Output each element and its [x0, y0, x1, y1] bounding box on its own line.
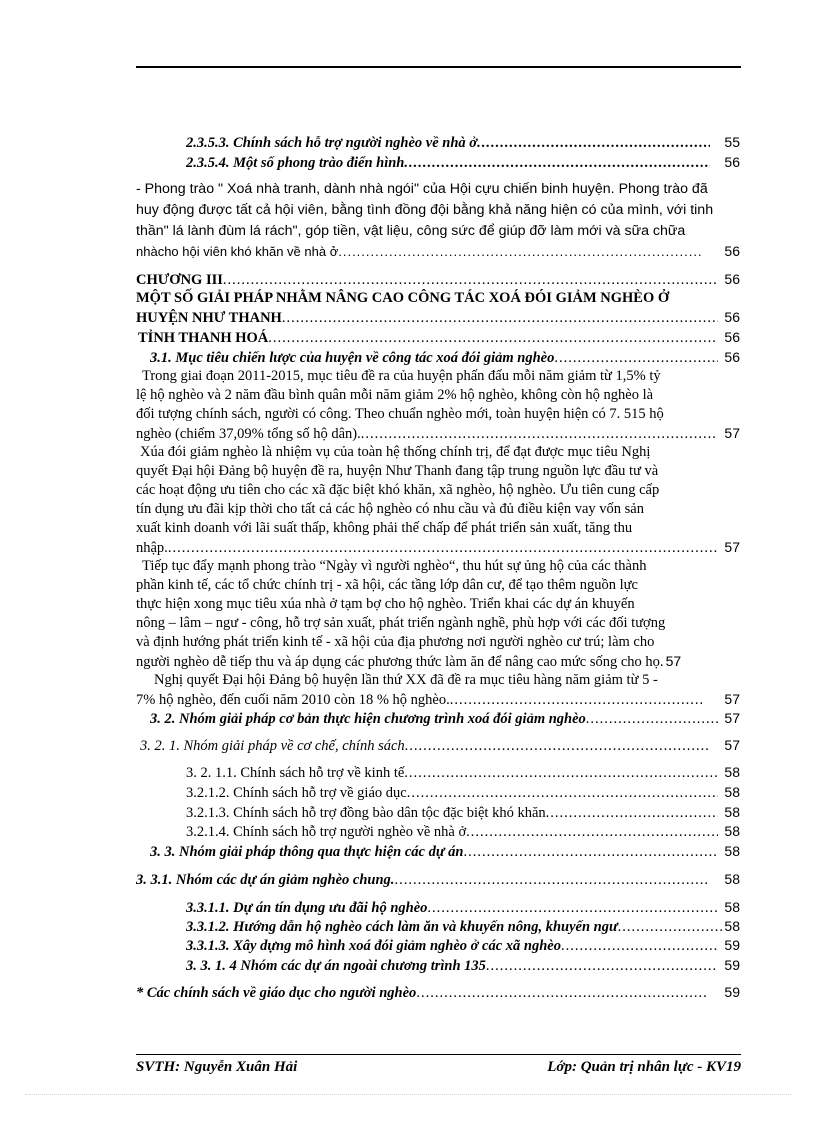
page-edge-dotted-line: [25, 1094, 791, 1095]
paragraph-line: thực hiện xong mục tiêu xúa nhà ở tạm bợ cho hộ nghèo. Triển khai các dự án khuyến: [136, 596, 635, 612]
toc-entry-title: 3. 3. Nhóm giải pháp thông qua thực hiện các dự án: [150, 844, 464, 860]
toc-page-number: 55: [724, 134, 740, 150]
toc-page-number: 58: [724, 899, 740, 915]
toc-entry[interactable]: [150, 349, 740, 367]
toc-entry-title: 3. 3.1. Nhóm các dự án giảm nghèo chung.: [136, 872, 395, 888]
toc-entry-title: 7% hộ nghèo, đến cuối năm 2010 còn 18 % hộ nghèo.: [136, 692, 450, 708]
footer-class: Lớp: Quản trị nhân lực - KV19: [547, 1059, 741, 1075]
toc-entry-title: 3.2.1.3. Chính sách hỗ trợ đồng bào dân tộc đặc biệt khó khăn: [186, 805, 546, 821]
toc-entry[interactable]: [136, 243, 740, 261]
leader-dots: [338, 244, 702, 259]
paragraph-line: các hoạt động ưu tiên cho các xã đặc biệt khó khăn, xã nghèo, hộ nghèo. Ưu tiên cung cấp: [136, 482, 660, 498]
toc-page-number: 56: [724, 271, 740, 287]
toc-page-number: 56: [724, 243, 740, 259]
toc-page-number: 58: [724, 764, 740, 780]
toc-entry[interactable]: [136, 309, 740, 327]
paragraph-line: và định hướng phát triển kinh tế - xã hội của địa phương nơi người nghèo cư trú; làm cho: [136, 634, 655, 650]
toc-page-number: 57: [724, 737, 740, 753]
paragraph-line: nông – lâm – ngư - công, hỗ trợ sản xuất, phát triển ngành nghề, phù hợp với các đối tượng: [136, 615, 666, 631]
toc-entry[interactable]: [186, 134, 740, 152]
toc-entry-title: nhàcho hội viên khó khăn về nhà ở: [136, 244, 339, 259]
toc-page-number: 58: [724, 918, 740, 934]
leader-dots: [546, 805, 719, 822]
toc-entry-title: 3.1. Mục tiêu chiến lược của huyện về công tác xoá đói giảm nghèo: [150, 350, 555, 366]
toc-entry[interactable]: [186, 764, 740, 782]
toc-entry[interactable]: [136, 691, 740, 709]
toc-entry-title: 3.2.1.2. Chính sách hỗ trợ về giáo dục: [186, 785, 407, 801]
toc-page-number: 57: [724, 539, 740, 555]
leader-dots: [561, 938, 718, 955]
paragraph-line: - Phong trào " Xoá nhà tranh, dành nhà ngói" của Hội cựu chiến binh huyện. Phong trào đã: [136, 181, 708, 197]
paragraph-line: phần kinh tế, các tổ chức chính trị - xã hội, các tầng lớp dân cư, để tạo thêm nguồn lực: [136, 577, 638, 593]
toc-entry[interactable]: [186, 823, 740, 841]
paragraph-line: Trong giai đoạn 2011-2015, mục tiêu đề ra của huyện phấn đấu mỗi năm giảm từ 1,5% tỷ: [142, 368, 661, 384]
toc-page-number: 57: [665, 653, 682, 669]
toc-page-number: 56: [724, 154, 740, 170]
paragraph-line: Tiếp tục đẩy mạnh phong trào “Ngày vì người nghèo“, thu hút sự ủng hộ của các thành: [142, 558, 647, 574]
paragraph-line: thần" lá lành đùm lá rách", góp tiền, vật liệu, công sức để giúp đỡ làm mới và sữa chữa: [136, 223, 686, 239]
paragraph-line: quyết Đại hội Đảng bộ huyện đề ra, huyện Như Thanh đang tập trung nguồn lực đầu tư và: [136, 463, 659, 479]
toc-entry[interactable]: [150, 710, 740, 728]
toc-entry-title: 3. 2. Nhóm giải pháp cơ bản thực hiện chương trình xoá đói giảm nghèo: [150, 711, 586, 727]
leader-dots: [586, 711, 719, 728]
toc-entry-title: nhập.: [136, 540, 168, 556]
paragraph-line: đối tượng chính sách, người có công. Theo chuẩn nghèo mới, toàn huyện hiện có 7. 515 hộ: [136, 406, 664, 422]
leader-dots: [463, 844, 718, 861]
leader-dots: [268, 330, 718, 347]
toc-entry[interactable]: [136, 425, 740, 443]
toc-entry-title: 3.2.1.4. Chính sách hỗ trợ người nghèo về nhà ở: [186, 824, 467, 840]
toc-entry-title: 3.3.1.2. Hướng dẫn hộ nghèo cách làm ăn và khuyến nông, khuyến ngư: [186, 919, 618, 935]
toc-page-number: 58: [724, 843, 740, 859]
toc-page-number: 56: [724, 309, 740, 325]
toc-entry-title: 3.3.1.1. Dự án tín dụng ưu đãi hộ nghèo: [186, 900, 428, 916]
toc-entry-title: 3. 2. 1. Nhóm giải pháp về cơ chế, chính sách: [140, 738, 405, 754]
leader-dots: [404, 155, 710, 172]
toc-entry[interactable]: [186, 918, 740, 936]
toc-page-number: 59: [724, 937, 740, 953]
header-rule: [136, 66, 741, 68]
toc-entry-title: nghèo (chiếm 37,09% tổng số hộ dân).: [136, 426, 361, 442]
paragraph-line: lệ hộ nghèo và 2 năm đầu bình quân mỗi năm giảm 2% hộ nghèo, không còn hộ nghèo là: [136, 387, 654, 403]
toc-entry-title: 3. 2. 1.1. Chính sách hỗ trợ về kinh tế: [186, 765, 405, 781]
toc-entry-title: 2.3.5.3. Chính sách hỗ trợ người nghèo về nhà ở: [186, 135, 478, 151]
toc-entry[interactable]: [186, 957, 740, 975]
toc-entry[interactable]: [186, 804, 740, 822]
leader-dots: [168, 540, 719, 557]
toc-page-number: 57: [724, 710, 740, 726]
paragraph-line: huy động được tất cả hội viên, bằng tình đồng đội bằng khả năng hiện có của mình, với tinh: [136, 202, 714, 218]
leader-dots: [554, 350, 718, 367]
toc-entry[interactable]: [136, 871, 740, 889]
footer-rule: [136, 1054, 741, 1055]
toc-entry[interactable]: [186, 899, 740, 917]
toc-entry-title: người nghèo dễ tiếp thu và áp dụng các phương thức làm ăn để nâng cao mức sống cho họ.: [136, 654, 664, 670]
toc-entry-title: HUYỆN NHƯ THANH: [136, 310, 282, 326]
toc-entry-title: 3. 3. 1. 4 Nhóm các dự án ngoài chương trình 135: [186, 958, 486, 974]
toc-entry[interactable]: [138, 329, 740, 347]
toc-page-number: 58: [724, 871, 740, 887]
leader-dots: [223, 272, 719, 289]
toc-entry[interactable]: [136, 539, 740, 557]
leader-dots: [427, 900, 718, 917]
toc-entry[interactable]: [186, 937, 740, 955]
toc-entry[interactable]: [136, 984, 740, 1002]
toc-page-number: 58: [724, 804, 740, 820]
leader-dots: [394, 872, 708, 889]
toc-entry-title: TỈNH THANH HOÁ: [138, 330, 269, 346]
paragraph-line: Nghị quyết Đại hội Đảng bộ huyện lần thứ XX đã đề ra mục tiêu hàng năm giảm từ 5 -: [154, 672, 658, 688]
leader-dots: [477, 135, 710, 152]
toc-entry[interactable]: [136, 653, 780, 671]
leader-dots: [466, 824, 718, 841]
toc-page-number: 57: [724, 691, 740, 707]
leader-dots: [486, 958, 719, 975]
toc-entry[interactable]: [136, 271, 740, 289]
leader-dots: [618, 919, 723, 936]
toc-page-number: 59: [724, 984, 740, 1000]
leader-dots: [405, 738, 709, 755]
leader-dots: [404, 765, 718, 782]
paragraph-line: xuất kinh doanh với lãi suất thấp, không phải thế chấp để phát triển sản xuất, tăng thu: [136, 520, 633, 536]
leader-dots: [407, 785, 719, 802]
leader-dots: [416, 985, 708, 1002]
toc-page-number: 56: [724, 329, 740, 345]
leader-dots: [450, 692, 703, 709]
toc-page-number: 58: [724, 784, 740, 800]
toc-entry[interactable]: [186, 784, 740, 802]
toc-page-number: 58: [724, 823, 740, 839]
toc-entry[interactable]: [150, 843, 740, 861]
toc-page-number: 57: [724, 425, 740, 441]
toc-entry-title: 2.3.5.4. Một số phong trào điển hình: [186, 155, 405, 171]
paragraph-line: tín dụng ưu đãi kịp thời cho tất cả các hộ nghèo có nhu cầu và đủ điều kiện vay vốn sản: [136, 501, 644, 517]
toc-entry[interactable]: [140, 737, 740, 755]
leader-dots: [361, 426, 719, 443]
toc-entry[interactable]: [186, 154, 740, 172]
toc-entry-title: * Các chính sách về giáo dục cho người nghèo: [136, 985, 417, 1001]
leader-dots: [282, 310, 719, 327]
toc-page-number: 56: [724, 349, 740, 365]
chapter-title-line: MỘT SỐ GIẢI PHÁP NHẰM NÂNG CAO CÔNG TÁC XOÁ ĐÓI GIẢM NGHÈO Ở: [136, 290, 670, 306]
footer-student: SVTH: Nguyễn Xuân Hải: [136, 1059, 298, 1075]
paragraph-line: Xúa đói giảm nghèo là nhiệm vụ của toàn hệ thống chính trị, để đạt được mục tiêu Nghị: [140, 444, 651, 460]
toc-entry-title: 3.3.1.3. Xây dựng mô hình xoá đói giảm nghèo ở các xã nghèo: [186, 938, 561, 954]
toc-page-number: 59: [724, 957, 740, 973]
toc-entry-title: CHƯƠNG III: [136, 272, 223, 288]
